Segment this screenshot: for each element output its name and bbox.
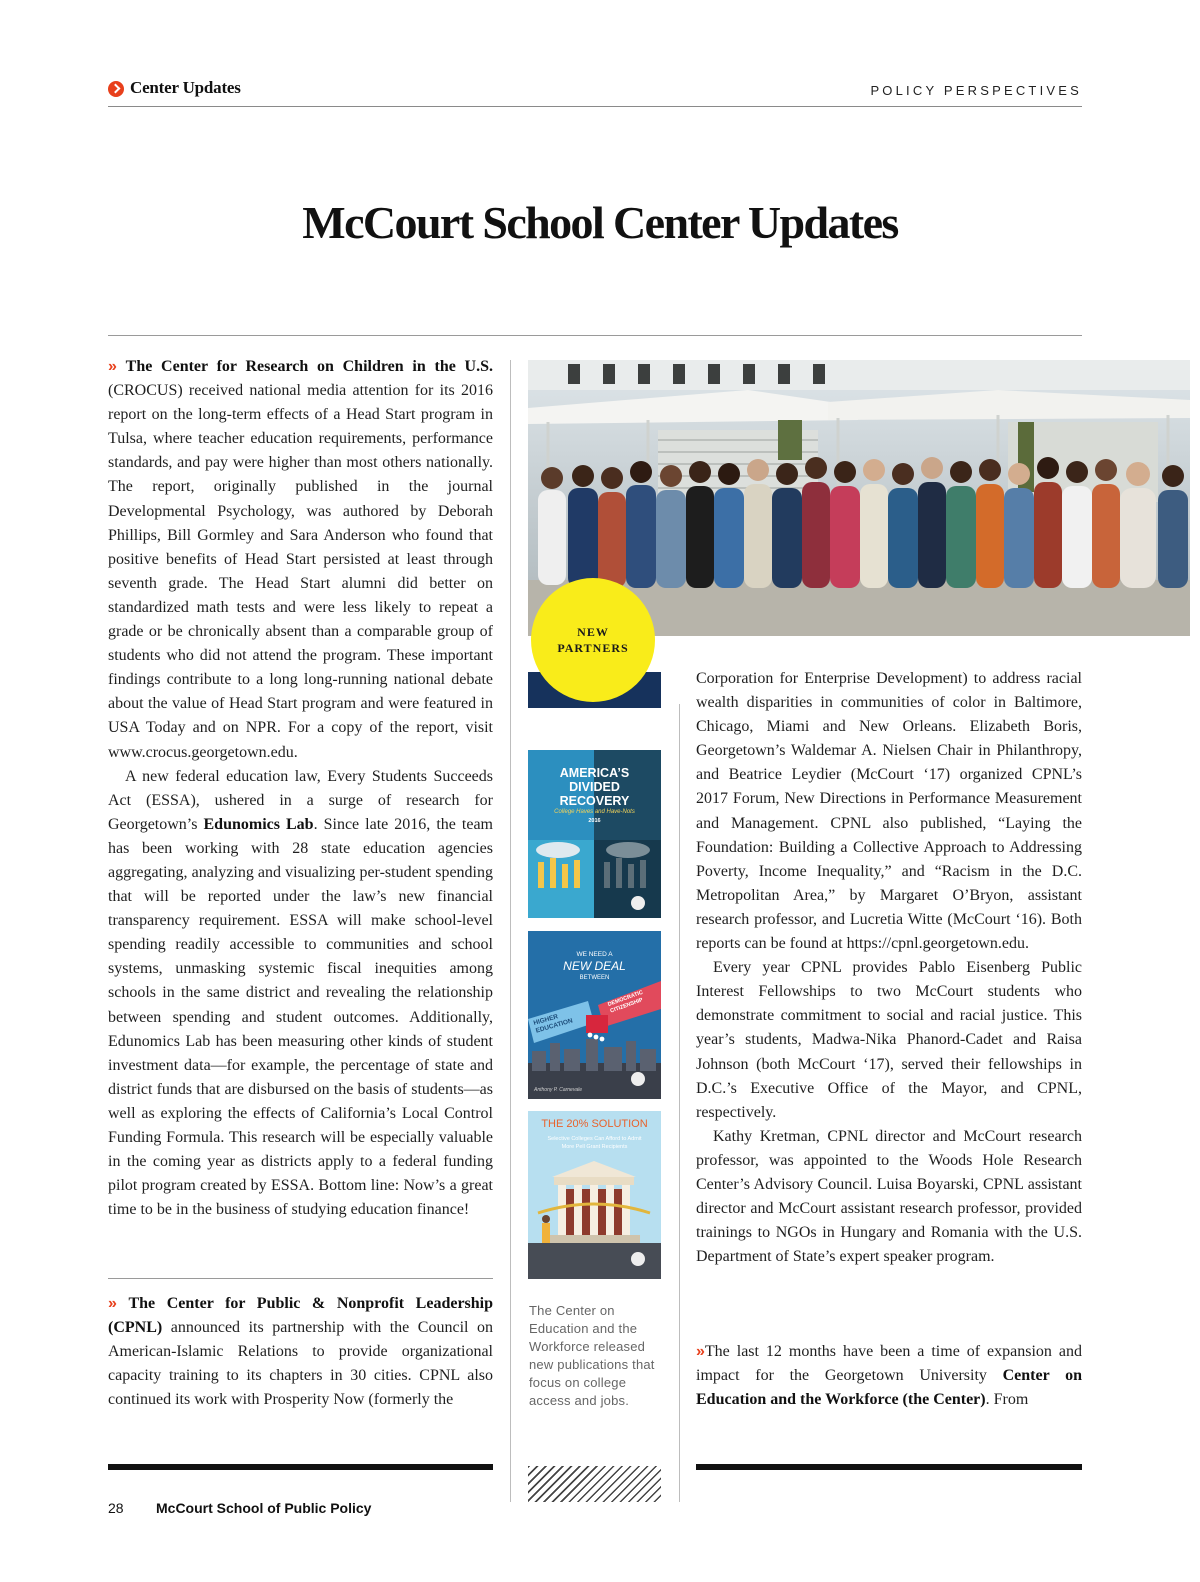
badge-line-1: NEW [577,625,609,639]
cover-2-between: BETWEEN [579,975,610,981]
chevron-icon: » [108,358,117,375]
report-cover-new-deal [528,931,661,1099]
column-rule-right [679,704,680,1502]
new-partners-badge [531,578,655,702]
magazine-name: POLICY PERSPECTIVES [870,83,1082,98]
cover-1-title-2: DIVIDED [569,780,620,794]
left-section-divider [108,1278,493,1279]
cew-intro: The last 12 months have been a time of expansion and impact for the Georgetown University [696,1343,1082,1385]
chevron-circle-icon [108,81,124,97]
crocus-paragraph-1 [108,355,493,765]
cpnl-lead: The Center for Public & Nonprofit Leadership (CPNL) [108,1295,494,1337]
page-title: McCourt School Center Updates [302,197,898,248]
crocus-p2-b: . Since late 2016, the team has been working with 28 state education agencies aggregating, analyzing and visualizing per-student spending that will be reported under the law’s new financial transparency requirement. ESSA will make school-level spending readily accessible to communities and school systems, unmasking systemic fiscal inequities among schools in the same district and revealing the relationship between spending and student outcomes. Additionally, Edunomics Lab has been measuring other kinds of student investment data—for example, the percentage of state and district funds that are disbursed on the basis of students—as well as exploring the effects of California’s Local Control Funding Formula. This research will be especially valuable in the coming year as districts apply to a federal funding pilot program created by ESSA. Bottom line: Now’s a great time to be in the business of studying education finance! [108,815,494,1219]
chevron-icon: » [108,1295,117,1312]
hatch-decoration [528,1466,661,1502]
report-cover-20-percent-solution [528,1111,661,1279]
cpnl-p1-text: announced its partnership with the Council on American-Islamic Relations to provide organizational capacity training to its chapters in 30 cities. CPNL also continued its work with Prosperity Now (formerly the [108,1319,493,1409]
report-cover-americas-divided-recovery [528,750,661,918]
cew-center-name: Center on Education and the Workforce (the Center) [696,1367,1082,1409]
cpnl-paragraph-2: Every year CPNL provides Pablo Eisenberg Public Interest Fellowships to two McCourt students who demonstrate commitment to social and racial justice. This year’s students, Madwa-Nika Phanord-Cadet and Raisa Johnson (both McCourt ‘17), served their fellowships in D.C.’s Executive Office of the Mayor, and CPNL, respectively. [696,959,1082,1121]
cew-rest: . From [985,1391,1029,1409]
cover-1-subtitle: College Haves and Have-Nots [554,809,635,815]
chevron-icon: » [696,1343,705,1360]
cpnl-paragraph-3: Kathy Kretman, CPNL director and McCourt research professor, was appointed to the Woods Hole Research Center’s Advisory Council. Luisa Boyarski, CPNL assistant director and McCourt assistant research professor, provided trainings to NGOs in Hungary and Romania with the U.S. Department of State’s expert speaker program. [696,1127,1082,1266]
left-bottom-rule [108,1464,493,1470]
crocus-p1-text: (CROCUS) received national media attention for its 2016 report on the long-term effects of a Head Start program in Tulsa, where teacher education requirements, performance standards, and pay were higher than most others nationally. The report, originally published in the journal Developmental Psychology, was authored by Deborah Phillips, Bill Gormley and Sara Anderson who found that positive benefits of Head Start persisted at least through seventh grade. The Head Start alumni did better on standardized math tests and were less likely to repeat a grade or be chronically absent than a comparable group of students who did not attend the program. These important findings contribute to a long long-running national debate about the value of Head Start program and were featured in USA Today and on NPR. For a copy of the report, visit www.crocus.georgetown.edu. [108,382,493,761]
cover-2-author: Anthony P. Carnevale [534,1087,582,1093]
cover-3-subtitle: Selective Colleges Can Afford to Admit More Pell Grant Recipients [547,1136,642,1150]
cover-2-title: NEW DEAL [563,959,626,973]
cover-2-right-label: DEMOCRATIC CITIZENSHIP [607,989,644,1015]
crocus-paragraph-2 [108,765,493,1223]
column-rule-left [510,360,511,1502]
cover-2-left-label: HIGHER EDUCATION [532,1013,574,1035]
right-bottom-rule [696,1464,1082,1470]
title-rule [108,335,1082,336]
right-column [696,667,1082,1269]
cover-2-kicker: WE NEED A [576,951,613,958]
cover-1-title-3: RECOVERY [559,794,630,808]
crocus-p2-a: A new federal education law, Every Students Succeeds Act (ESSA), ushered in a surge of research for Georgetown’s [108,767,493,833]
left-column [108,355,493,1222]
edunomics-lab: Edunomics Lab [203,815,314,833]
header-rule [108,106,1082,107]
section-label: Center Updates [130,78,241,97]
crocus-lead: The Center for Research on Children in the U.S. [125,358,493,375]
cpnl-column-start [108,1292,493,1412]
footer-publication: McCourt School of Public Policy [156,1500,372,1516]
covers-caption: The Center on Education and the Workforce released new publications that focus on college access and jobs. [529,1303,655,1408]
cew-paragraph-1 [696,1340,1082,1412]
cpnl-paragraph-1 [108,1292,493,1412]
cew-section [696,1340,1082,1412]
cover-1-title-1: AMERICA’S [559,766,630,780]
cover-1-year: 2016 [588,818,601,824]
page-number: 28 [108,1500,124,1516]
cover-3-title: THE 20% SOLUTION [541,1118,648,1130]
badge-line-2: PARTNERS [557,641,629,655]
cpnl-paragraph-1-continued: Corporation for Enterprise Development) to address racial wealth disparities in communities of color in Baltimore, Chicago, Miami and New Orleans. Elizabeth Boris, Georgetown’s Waldemar A. Nielsen Chair in Philanthropy, and Beatrice Leydier (McCourt ‘17) organized CPNL’s 2017 Forum, New Directions in Performance Measurement and Management. CPNL also published, “Laying the Foundation: Building a Collective Approach to Addressing Poverty, Income Inequality,” and “Racism in the D.C. Metropolitan Area,” by Margaret O’Bryon, assistant research professor, and Lucretia Witte (McCourt ‘16). Both reports can be found at https://cpnl.georgetown.edu. [696,670,1082,953]
